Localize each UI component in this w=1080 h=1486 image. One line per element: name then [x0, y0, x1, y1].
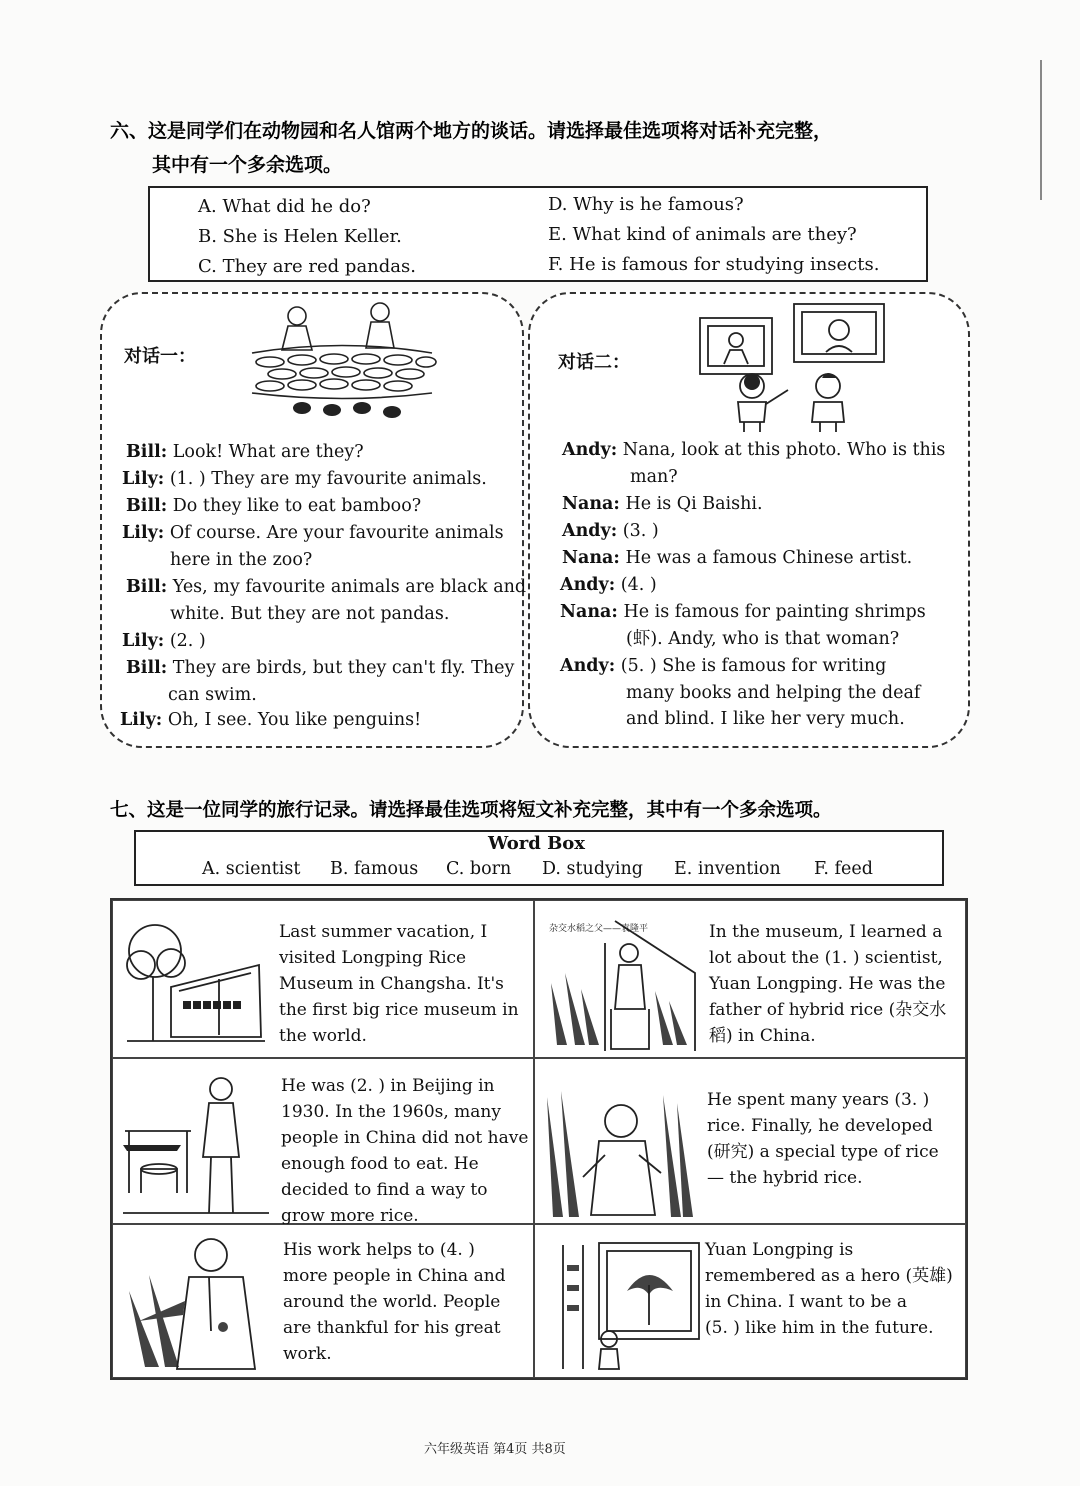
panel5-line: work. — [283, 1344, 332, 1364]
panel4-text — [707, 1087, 939, 1191]
panel5-line: His work helps to (4. ) — [283, 1240, 475, 1260]
panel5-text — [283, 1237, 506, 1367]
panel3-line: grow more rice. — [281, 1206, 419, 1226]
panel4-line: (研究) a special type of rice — [707, 1142, 939, 1162]
d2-line-7: Nana: He is famous for painting shrimps — [560, 602, 926, 622]
section7-heading: 七、这是一位同学的旅行记录。请选择最佳选项将短文补充完整，其中有一个多余选项。 — [110, 800, 832, 821]
story-panel-4 — [534, 1058, 966, 1224]
panel2-line: Yuan Longping. He was the — [709, 974, 946, 994]
d1-line-1: Bill: Look! What are they? — [126, 442, 364, 462]
d2-line-5: Nana: He was a famous Chinese artist. — [562, 548, 913, 568]
d1-line-11: Lily: Oh, I see. You like penguins! — [120, 710, 422, 730]
dialogue2-bubble — [528, 292, 970, 748]
panel4-line: He spent many years (3. ) — [707, 1090, 930, 1110]
option-b: B. She is Helen Keller. — [198, 226, 402, 247]
panel2-line: father of hybrid rice (杂交水 — [709, 1000, 947, 1020]
option-e: E. What kind of animals are they? — [548, 224, 857, 245]
farmer-well-illustration — [121, 1073, 271, 1217]
memorial-child-illustration — [555, 1235, 705, 1371]
panel2-line: In the museum, I learned a — [709, 922, 943, 942]
panel1-line: visited Longping Rice — [279, 948, 467, 968]
panel5-line: are thankful for his great — [283, 1318, 501, 1338]
story-grid — [110, 898, 968, 1380]
dialogue1-bubble — [100, 292, 527, 748]
section6-heading-line2: 其中有一个多余选项。 — [152, 154, 343, 176]
panel6-line: in China. I want to be a — [705, 1292, 908, 1312]
d1-line-10: can swim. — [168, 685, 257, 705]
panel5-line: more people in China and — [283, 1266, 506, 1286]
museum-building-illustration — [119, 917, 267, 1045]
page-footer: 六年级英语 第4页 共8页 — [424, 1442, 566, 1457]
d1-line-8: Lily: (2. ) — [122, 631, 206, 651]
panel1-line: the first big rice museum in — [279, 1000, 519, 1020]
dialogue1-tag: 对话一： — [124, 346, 196, 367]
word-b: B. famous — [330, 859, 419, 879]
word-d: D. studying — [542, 859, 643, 879]
d2-line-11: and blind. I like her very much. — [626, 709, 905, 729]
page-edge-line — [1040, 60, 1042, 200]
panel6-text — [705, 1237, 953, 1341]
word-a: A. scientist — [202, 859, 301, 879]
d2-line-6: Andy: (4. ) — [560, 575, 657, 595]
panel2-line: lot about the (1. ) scientist, — [709, 948, 943, 968]
word-box — [134, 830, 944, 886]
d2-line-9: Andy: (5. ) She is famous for writing — [560, 656, 887, 676]
d1-line-6: Bill: Yes, my favourite animals are black and — [126, 577, 527, 597]
dialogue2-tag: 对话二： — [558, 352, 630, 373]
panel6-line: (5. ) like him in the future. — [705, 1318, 934, 1338]
panel5-line: around the world. People — [283, 1292, 501, 1312]
d1-line-9: Bill: They are birds, but they can't fly. They — [126, 658, 515, 678]
word-e: E. invention — [674, 859, 781, 879]
d1-line-4: Lily: Of course. Are your favourite animals — [122, 523, 504, 543]
option-d: D. Why is he famous? — [548, 194, 744, 215]
word-f: F. feed — [814, 859, 873, 879]
story-panel-5 — [112, 1224, 534, 1378]
section6-heading-line1: 六、这是同学们在动物园和名人馆两个地方的谈话。请选择最佳选项将对话补充完整， — [110, 120, 833, 142]
zoo-pond-illustration — [242, 298, 442, 428]
panel2-line: 稻) in China. — [709, 1026, 816, 1046]
word-box-title: Word Box — [488, 833, 586, 854]
word-c: C. born — [446, 859, 512, 879]
story-panel-3 — [112, 1058, 534, 1224]
panel6-line: remembered as a hero (英雄) — [705, 1266, 953, 1286]
d1-line-5: here in the zoo? — [170, 550, 313, 570]
d1-line-2: Lily: (1. ) They are my favourite animals. — [122, 469, 487, 489]
panel1-line: Last summer vacation, I — [279, 922, 488, 942]
d2-line-10: many books and helping the deaf — [626, 683, 921, 703]
d2-line-2: man? — [630, 467, 678, 487]
d1-line-7: white. But they are not pandas. — [170, 604, 450, 624]
option-c: C. They are red pandas. — [198, 256, 416, 277]
d2-line-3: Nana: He is Qi Baishi. — [562, 494, 763, 514]
panel3-line: He was (2. ) in Beijing in — [281, 1076, 495, 1096]
options-box — [148, 186, 928, 282]
panel3-line: enough food to eat. He — [281, 1154, 479, 1174]
story-panel-6 — [534, 1224, 966, 1378]
d1-line-3: Bill: Do they like to eat bamboo? — [126, 496, 422, 516]
option-a: A. What did he do? — [198, 196, 371, 217]
panel3-text — [281, 1073, 528, 1229]
panel1-text — [279, 919, 519, 1049]
panel4-line: — the hybrid rice. — [707, 1168, 863, 1188]
museum-sign-text: 杂交水稻之父——袁隆平 — [549, 924, 649, 934]
scientist-rice-field-illustration — [543, 1087, 695, 1219]
panel3-line: decided to find a way to — [281, 1180, 488, 1200]
gallery-portraits-illustration — [696, 298, 896, 432]
panel3-line: 1930. In the 1960s, many — [281, 1102, 501, 1122]
museum-statue-illustration — [545, 913, 703, 1053]
d2-line-8: (虾). Andy, who is that woman? — [626, 629, 900, 649]
panel6-line: Yuan Longping is — [705, 1240, 854, 1260]
option-f: F. He is famous for studying insects. — [548, 254, 880, 275]
story-panel-1 — [112, 900, 534, 1058]
d2-line-1: Andy: Nana, look at this photo. Who is this — [562, 440, 946, 460]
scientist-portrait-illustration — [125, 1231, 275, 1371]
d2-line-4: Andy: (3. ) — [562, 521, 659, 541]
panel2-text — [709, 919, 946, 1049]
panel4-line: rice. Finally, he developed — [707, 1116, 933, 1136]
story-panel-2 — [534, 900, 966, 1058]
panel1-line: Museum in Changsha. It's — [279, 974, 504, 994]
panel1-line: the world. — [279, 1026, 367, 1046]
panel3-line: people in China did not have — [281, 1128, 529, 1148]
